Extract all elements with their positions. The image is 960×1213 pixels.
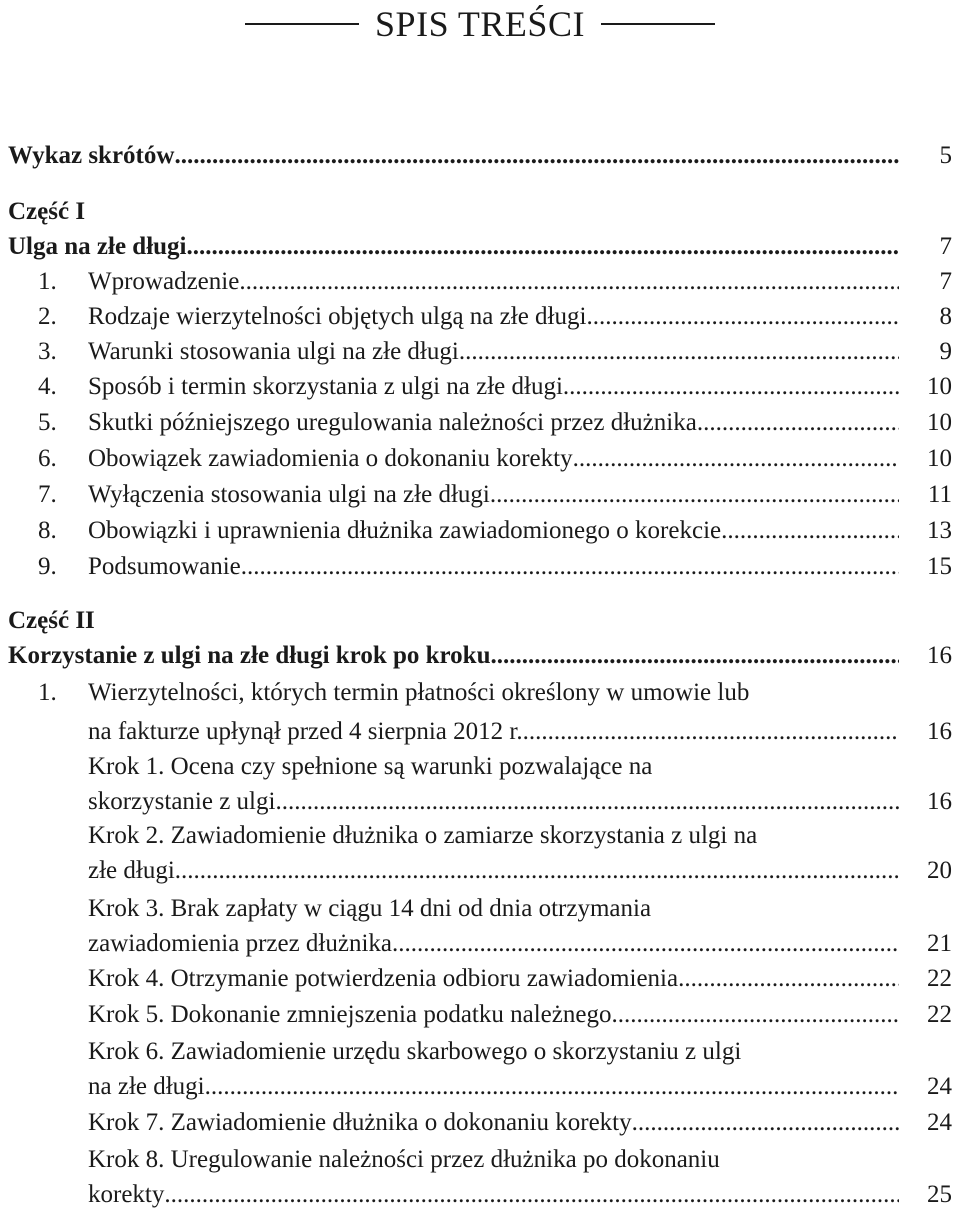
leader-dots xyxy=(586,299,899,335)
toc-entry-text: na złe długi xyxy=(88,1073,205,1100)
toc-entry-text: Ulga na złe długi xyxy=(8,233,187,260)
leader-dots xyxy=(632,1105,899,1141)
toc-entry xyxy=(0,784,960,820)
page-number: 16 xyxy=(927,642,952,669)
toc-entry-text: zawiadomienia przez dłużnika xyxy=(88,930,393,957)
page-number: 24 xyxy=(927,1073,952,1100)
leader-dots xyxy=(164,1177,899,1213)
page-number: 9 xyxy=(939,338,952,365)
toc-entry xyxy=(0,441,960,477)
toc-entry-text: Obowiązki i uprawnienia dłużnika zawiadomionego o korekcie xyxy=(88,517,722,544)
page-number: 7 xyxy=(939,233,952,260)
leader-dots xyxy=(174,138,899,174)
leader-dots xyxy=(241,549,899,585)
leader-dots xyxy=(573,441,899,477)
toc-entry-text: Wierzytelności, których termin płatności określony w umowie lub xyxy=(88,679,750,706)
toc-entry xyxy=(0,1105,960,1141)
toc-entry-text: Krok 7. Zawiadomienie dłużnika o dokonaniu korekty xyxy=(88,1109,632,1136)
leader-dots xyxy=(239,264,899,300)
page-number: 8 xyxy=(939,303,952,330)
toc-entry-text: Wprowadzenie xyxy=(88,268,240,295)
toc-title xyxy=(0,2,960,46)
page-number: 25 xyxy=(927,1181,952,1208)
entry-number: 1. xyxy=(38,268,57,295)
toc-entry-text: Krok 8. Uregulowanie należności przez dłużnika po dokonaniu xyxy=(88,1146,720,1173)
toc-entry xyxy=(0,334,960,370)
leader-dots xyxy=(523,714,899,750)
leader-dots xyxy=(678,961,899,997)
page-number: 15 xyxy=(927,553,952,580)
toc-entry-part2-heading xyxy=(0,638,960,674)
toc-entry xyxy=(0,997,960,1033)
leader-dots xyxy=(205,1069,899,1105)
entry-number: 9. xyxy=(38,553,57,580)
leader-dots xyxy=(563,369,899,405)
part-1-label: Część I xyxy=(8,198,86,225)
title-rule-right xyxy=(601,23,715,25)
toc-entry-text: Skutki późniejszego uregulowania należności przez dłużnika xyxy=(88,409,697,436)
toc-entry xyxy=(0,926,960,962)
toc-entry xyxy=(0,1069,960,1105)
page-number: 22 xyxy=(927,1001,952,1028)
toc-entry-text: Wyłączenia stosowania ulgi na złe długi xyxy=(88,481,490,508)
leader-dots xyxy=(392,926,899,962)
toc-entry-abbreviations xyxy=(0,138,960,174)
page-number: 11 xyxy=(927,481,952,508)
toc-entry xyxy=(0,299,960,335)
entry-number: 8. xyxy=(38,517,57,544)
toc-entry xyxy=(0,513,960,549)
leader-dots xyxy=(275,784,899,820)
toc-entry xyxy=(0,369,960,405)
page-number: 16 xyxy=(927,718,952,745)
toc-entry-text: Krok 2. Zawiadomienie dłużnika o zamiarze skorzystania z ulgi na xyxy=(88,822,758,849)
toc-entry-text: Krok 4. Otrzymanie potwierdzenia odbioru zawiadomienia xyxy=(88,965,679,992)
toc-entry-text: Podsumowanie xyxy=(88,553,241,580)
leader-dots xyxy=(175,853,899,889)
part-2-label: Część II xyxy=(8,607,95,634)
entry-number: 5. xyxy=(38,409,57,436)
toc-entry-line xyxy=(0,891,960,927)
toc-entry xyxy=(0,549,960,585)
leader-dots xyxy=(490,477,899,513)
toc-entry-part1-heading xyxy=(0,229,960,265)
toc-entry-text: Krok 3. Brak zapłaty w ciągu 14 dni od dnia otrzymania xyxy=(88,895,652,922)
title-rule-left xyxy=(245,23,359,25)
page-title: SPIS TREŚCI xyxy=(375,4,585,44)
page-number: 10 xyxy=(927,445,952,472)
toc-entry-text: korekty xyxy=(88,1181,165,1208)
toc-entry-line xyxy=(0,818,960,854)
toc-entry-text: Krok 6. Zawiadomienie urzędu skarbowego o skorzystaniu z ulgi xyxy=(88,1038,742,1065)
page-number: 10 xyxy=(927,409,952,436)
leader-dots xyxy=(459,334,899,370)
leader-dots xyxy=(721,513,899,549)
page-number: 24 xyxy=(927,1109,952,1136)
page-number: 5 xyxy=(939,142,952,169)
part-label xyxy=(0,603,960,639)
toc-entry-line xyxy=(0,675,960,711)
toc-entry-text: złe długi xyxy=(88,857,175,884)
toc-entry-line xyxy=(0,1034,960,1070)
toc-entry-text: na fakturze upłynął przed 4 sierpnia 2012 r. xyxy=(88,718,523,745)
toc-entry xyxy=(0,853,960,889)
toc-entry-text: skorzystanie z ulgi xyxy=(88,788,276,815)
page-number: 21 xyxy=(927,930,952,957)
page-number: 20 xyxy=(927,857,952,884)
toc-entry xyxy=(0,714,960,750)
page-number: 13 xyxy=(927,517,952,544)
page-number: 10 xyxy=(927,373,952,400)
toc-entry-text: Korzystanie z ulgi na złe długi krok po kroku xyxy=(8,642,491,669)
entry-number: 3. xyxy=(38,338,57,365)
toc-entry-line xyxy=(0,749,960,785)
page-number: 7 xyxy=(939,268,952,295)
entry-number: 1. xyxy=(38,679,57,706)
leader-dots xyxy=(187,229,900,265)
toc-entry-line xyxy=(0,1142,960,1178)
toc-entry-text: Wykaz skrótów xyxy=(8,142,175,169)
entry-number: 7. xyxy=(38,481,57,508)
toc-entry-text: Rodzaje wierzytelności objętych ulgą na złe długi xyxy=(88,303,587,330)
page-number: 22 xyxy=(927,965,952,992)
toc-entry-text: Warunki stosowania ulgi na złe długi xyxy=(88,338,459,365)
leader-dots xyxy=(611,997,899,1033)
toc-entry xyxy=(0,264,960,300)
toc-entry-text: Sposób i termin skorzystania z ulgi na złe długi xyxy=(88,373,563,400)
entry-number: 6. xyxy=(38,445,57,472)
page-number: 16 xyxy=(927,788,952,815)
part-label xyxy=(0,194,960,230)
leader-dots xyxy=(490,638,899,674)
toc-entry-text: Krok 5. Dokonanie zmniejszenia podatku należnego xyxy=(88,1001,612,1028)
toc-entry-text: Obowiązek zawiadomienia o dokonaniu korekty xyxy=(88,445,573,472)
toc-entry xyxy=(0,1177,960,1213)
toc-entry-text: Krok 1. Ocena czy spełnione są warunki pozwalające na xyxy=(88,753,653,780)
leader-dots xyxy=(697,405,899,441)
entry-number: 2. xyxy=(38,303,57,330)
entry-number: 4. xyxy=(38,373,57,400)
toc-entry xyxy=(0,477,960,513)
toc-entry xyxy=(0,961,960,997)
toc-entry xyxy=(0,405,960,441)
